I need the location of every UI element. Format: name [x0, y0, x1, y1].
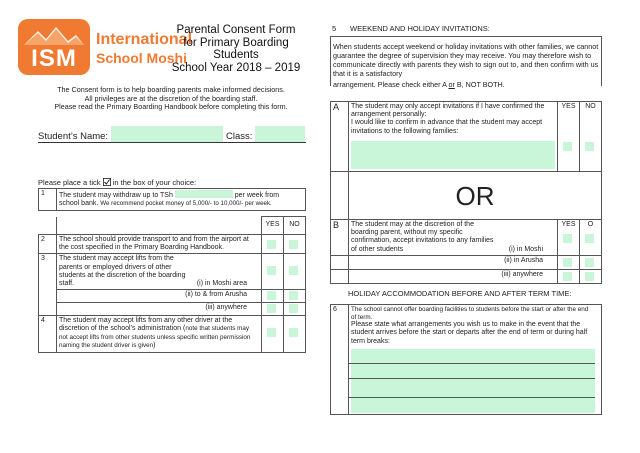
row-3-opt-1-yes-checkbox[interactable]	[267, 266, 276, 275]
title-line-1: Parental Consent Form	[176, 24, 296, 36]
arrangements-line-1	[349, 363, 595, 364]
transport-table	[38, 216, 306, 353]
option-b-opt-1-yes-checkbox[interactable]	[563, 234, 572, 243]
section-5-body: When students accept weekend or holiday invitations with other families, we cannot guarantee the degree of supervision they may receive. You may therefore wish to communicate directly with parents they wish to sign out to, and then confirm with us that it is a satisfactory	[333, 42, 599, 78]
option-b-opt-1-no-checkbox[interactable]	[585, 234, 594, 243]
row-3-opt-2-no-checkbox[interactable]	[289, 291, 298, 300]
logo-abbr: ISM	[31, 45, 77, 72]
row-2-yes-checkbox[interactable]	[267, 240, 276, 249]
row-1-text-b: per week from	[234, 192, 280, 199]
row-2-text: The school should provide transport to and from the airport at the cost specified in the Primary Boarding Handbook.	[57, 235, 262, 254]
option-b-option-3: (iii) anywhere	[349, 269, 558, 283]
option-b-opt-3-no-checkbox[interactable]	[585, 272, 594, 281]
logo-line-2: School Moshi	[96, 50, 187, 66]
option-a-cell	[349, 102, 558, 172]
tick-instruction-before: Please place a tick	[38, 178, 101, 187]
tick-instruction-after: in the box of your choice:	[112, 178, 197, 187]
row-3-opt-1-no-checkbox[interactable]	[289, 266, 298, 275]
intro-line-2: All privileges are at the discretion of the boarding staff.	[84, 93, 258, 103]
pocket-money-table	[38, 188, 306, 211]
section-6-number: 6	[331, 305, 349, 415]
section-5-choose	[333, 80, 505, 89]
option-b-no-label: O	[587, 221, 594, 228]
invitations-table	[330, 101, 602, 284]
section-6-text-b: Please state what arrangements you wish us to make in the event that the student arrives before the start or departs after the end of term or during half term breaks:	[351, 321, 588, 345]
option-b-opt-3-yes-checkbox[interactable]	[563, 272, 572, 281]
section-6-cell	[349, 305, 602, 415]
row-4-text-a: The student may accept lifts from any other driver at the discretion of the school’s administration (	[59, 317, 233, 333]
row-4-number: 4	[39, 316, 57, 353]
row-3-opt-3-yes-checkbox[interactable]	[267, 304, 276, 313]
option-a-label: A	[331, 102, 349, 172]
section-6-text-a: The school cannot offer boarding facilities to students before the start or after the end of term.	[351, 306, 589, 321]
choose-b: B, NOT BOTH.	[456, 80, 505, 89]
option-b-yes-label: YES	[561, 221, 576, 228]
option-b-option-1: (i) in Moshi	[508, 245, 543, 253]
row-3-opt-3-no-checkbox[interactable]	[289, 304, 298, 313]
intro-text	[36, 86, 306, 112]
option-a-yes-checkbox[interactable]	[563, 142, 572, 151]
arrangements-line-2	[349, 378, 595, 379]
form-title	[170, 24, 302, 74]
student-name-field[interactable]	[111, 126, 223, 143]
option-a-no-cell	[580, 102, 602, 172]
option-b-cell	[349, 220, 558, 256]
pocket-money-amount-field[interactable]	[175, 190, 233, 198]
arrangements-line-3	[349, 397, 595, 398]
row-3-number: 3	[39, 254, 57, 316]
checkbox-tick-icon	[103, 178, 111, 186]
class-field[interactable]	[255, 126, 305, 143]
option-b-option-2: (ii) in Arusha	[349, 255, 558, 269]
section-5-heading: WEEKEND AND HOLIDAY INVITATIONS:	[350, 24, 490, 33]
option-a-yes-label: YES	[561, 103, 576, 110]
student-line	[38, 142, 306, 143]
row-4-yes-checkbox[interactable]	[267, 328, 276, 337]
row-1-text-c: school bank.	[59, 200, 99, 208]
tick-instruction	[38, 178, 196, 187]
row-2-number: 2	[39, 235, 57, 254]
row-3-option-3: (iii) anywhere	[57, 303, 262, 316]
row-3-option-2: (ii) to & from Arusha	[57, 290, 262, 303]
families-field[interactable]	[351, 141, 555, 169]
option-a-no-checkbox[interactable]	[585, 142, 594, 151]
holiday-accommodation-table	[330, 304, 602, 415]
row-3-cell	[57, 254, 262, 290]
school-logo	[18, 19, 193, 75]
class-label: Class:	[226, 131, 253, 142]
arrangements-field[interactable]	[351, 349, 595, 413]
row-1-text	[57, 189, 306, 211]
intro-line-1: The Consent form is to help boarding parents make informed decisions.	[57, 85, 285, 94]
row-1-text-d: We recommend pocket money of 5,000/- to 10,000/- per week.	[100, 200, 272, 208]
choose-or: or	[448, 80, 455, 89]
option-b-text: The student may at the discretion of the boarding parent, without my specific confirmation, accept invitations to any families of other students	[351, 221, 494, 253]
row-4-text-c: )	[153, 341, 156, 349]
row-2-no-checkbox[interactable]	[289, 240, 298, 249]
section-5-number: 5	[332, 24, 337, 33]
row-3-opt-2-yes-checkbox[interactable]	[267, 291, 276, 300]
row-4-no-checkbox[interactable]	[289, 328, 298, 337]
no-header: NO	[284, 217, 306, 235]
yes-header: YES	[262, 217, 284, 235]
section-6-heading: HOLIDAY ACCOMMODATION BEFORE AND AFTER TERM TIME:	[348, 289, 572, 298]
option-a-no-label: NO	[585, 103, 596, 110]
or-separator: OR	[349, 172, 602, 220]
option-a-text: The student may only accept invitations if I have confirmed the arrangement personally: I would like to confirm in advance that the student may accept invitations to the following families:	[351, 103, 545, 135]
intro-line-3: Please read the Primary Boarding Handbook before completing this form.	[54, 102, 288, 111]
option-b-label: B	[331, 220, 349, 256]
student-name-label: Student’s Name:	[38, 131, 109, 142]
choose-a: arrangement. Please check either A	[333, 80, 447, 89]
title-line-3: Students	[213, 49, 259, 62]
row-1-text-a: The student may withdraw up to TSh	[59, 192, 173, 199]
option-b-opt-2-yes-checkbox[interactable]	[563, 258, 572, 267]
option-b-opt-2-no-checkbox[interactable]	[585, 258, 594, 267]
row-4-text-b: note that students may not accept lifts from other students unless specific written permission naming the student driver is given	[59, 325, 251, 349]
option-a-yes-cell	[558, 102, 580, 172]
row-3-option-1: (i) in Moshi area	[196, 280, 247, 288]
row-4-text	[57, 316, 262, 353]
title-line-4: School Year 2018 – 2019	[171, 61, 301, 74]
row-1-number: 1	[39, 189, 57, 211]
title-line-2: for Primary Boarding	[183, 36, 289, 49]
row-3-text: The student may accept lifts from the parents or employed drivers of other students at the discretion of the boarding staff.	[59, 255, 186, 288]
logo-line-1: International	[96, 31, 193, 48]
